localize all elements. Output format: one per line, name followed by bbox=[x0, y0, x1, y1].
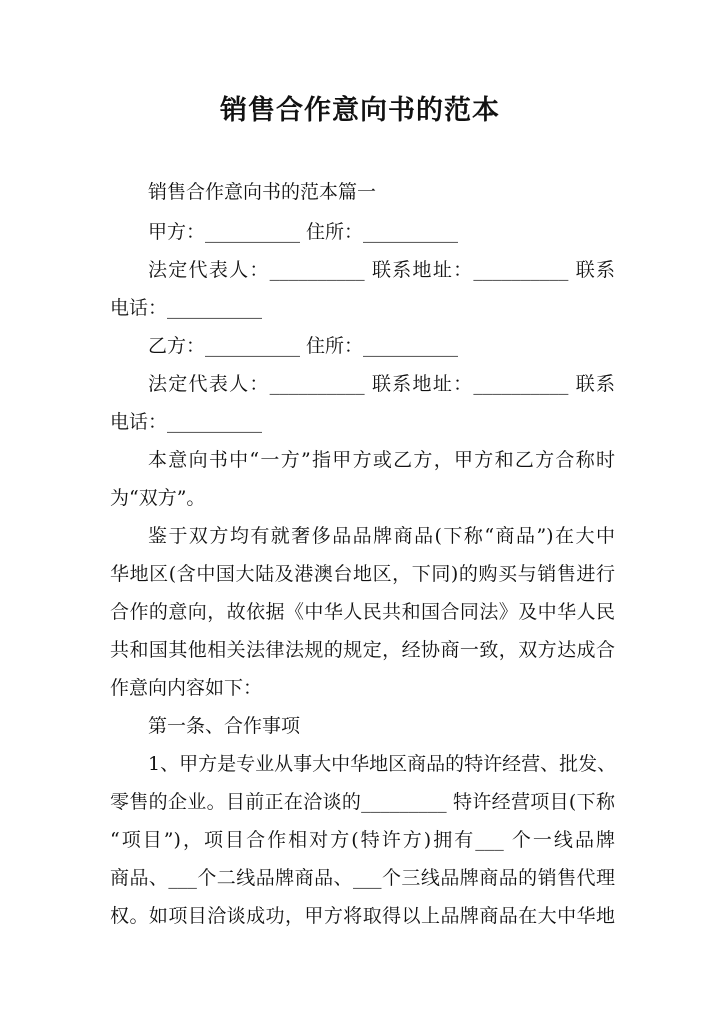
clause-1-line-2: 零售的企业。目前正在洽谈的_________ 特许经营项目(下称 bbox=[110, 791, 615, 813]
party-a-representative-line: 法定代表人：__________ 联系地址：__________ 联系 bbox=[148, 259, 615, 281]
party-a-line: 甲方：__________ 住所：__________ bbox=[148, 221, 459, 243]
recital-line-2: 华地区(含中国大陆及港澳台地区，下同)的购买与销售进行 bbox=[110, 563, 615, 585]
clause-1-line-4: 商品、___个二线品牌商品、___个三线品牌商品的销售代理 bbox=[110, 867, 615, 889]
party-a-phone-line: 电话：__________ bbox=[110, 297, 263, 319]
clause-1-line-1: 1、甲方是专业从事大中华地区商品的特许经营、批发、 bbox=[148, 753, 617, 775]
clause-1-line-5: 权。如项目洽谈成功，甲方将取得以上品牌商品在大中华地 bbox=[110, 905, 615, 927]
recital-line-1: 鉴于双方均有就奢侈品品牌商品(下称“商品”)在大中 bbox=[148, 525, 615, 547]
heading-part-one: 销售合作意向书的范本篇一 bbox=[148, 181, 377, 203]
party-b-representative-line: 法定代表人：__________ 联系地址：__________ 联系 bbox=[148, 373, 615, 395]
recital-line-4: 共和国其他相关法律法规的规定，经协商一致，双方达成合 bbox=[110, 639, 615, 661]
article-one-heading: 第一条、合作事项 bbox=[148, 715, 301, 737]
party-b-line: 乙方：__________ 住所：__________ bbox=[148, 335, 459, 357]
recital-line-5: 作意向内容如下： bbox=[110, 677, 263, 699]
document-title: 销售合作意向书的范本 bbox=[220, 95, 500, 126]
recital-line-3: 合作的意向，故依据《中华人民共和国合同法》及中华人民 bbox=[110, 601, 615, 623]
clause-1-line-3: “项目”)，项目合作相对方(特许方)拥有___ 个一线品牌 bbox=[110, 829, 615, 851]
definition-line-1: 本意向书中“一方”指甲方或乙方，甲方和乙方合称时 bbox=[148, 449, 615, 471]
party-b-phone-line: 电话：__________ bbox=[110, 411, 263, 433]
definition-line-2: 为“双方”。 bbox=[110, 487, 206, 509]
